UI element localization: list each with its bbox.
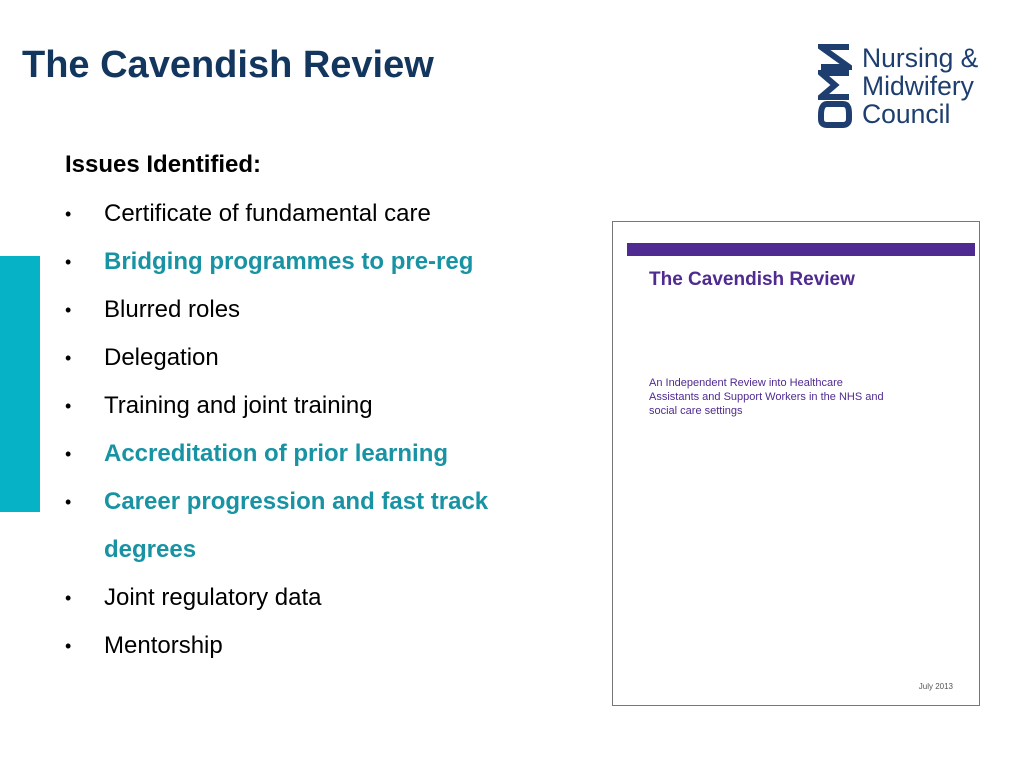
- issue-text: Delegation: [104, 344, 219, 371]
- report-cover-subtitle: An Independent Review into Healthcare Assistants and Support Workers in the NHS and social care settings: [649, 377, 884, 417]
- report-cover-date: July 2013: [918, 682, 953, 691]
- bullet-icon: •: [65, 444, 72, 464]
- bullet-icon: •: [65, 348, 72, 368]
- issue-text: Career progression and fast track degrees: [104, 488, 489, 563]
- nmc-logo: [818, 44, 1008, 134]
- logo-wordmark: [862, 44, 978, 128]
- bullet-icon: •: [65, 300, 72, 320]
- issue-text: Mentorship: [104, 632, 223, 659]
- slide-title: The Cavendish Review: [22, 44, 434, 86]
- issue-text: Joint regulatory data: [104, 584, 322, 611]
- issues-list: [65, 190, 575, 670]
- issue-item: [65, 478, 575, 574]
- logo-line-3: Council: [862, 99, 951, 129]
- issue-text: Accreditation of prior learning: [104, 440, 449, 467]
- bullet-icon: •: [65, 396, 72, 416]
- issue-text: Training and joint training: [104, 392, 373, 419]
- nmc-logo-mark: [818, 44, 852, 128]
- report-cover-image: [612, 221, 980, 706]
- bullet-icon: •: [65, 204, 72, 224]
- bullet-icon: •: [65, 636, 72, 656]
- bullet-icon: •: [65, 492, 72, 512]
- issue-item: [65, 190, 575, 238]
- accent-bar: [0, 256, 40, 512]
- bullet-icon: •: [65, 588, 72, 608]
- issue-item: [65, 334, 575, 382]
- issues-heading: Issues Identified:: [65, 151, 262, 178]
- logo-line-2: Midwifery: [862, 71, 974, 101]
- issue-text: Bridging programmes to pre-reg: [104, 248, 474, 275]
- report-cover-band: [627, 243, 975, 256]
- issue-item: [65, 286, 575, 334]
- issue-item: [65, 622, 575, 670]
- logo-line-1: Nursing &: [862, 43, 979, 73]
- issue-item: [65, 574, 575, 622]
- issue-item: [65, 382, 575, 430]
- issue-item: [65, 238, 575, 286]
- issue-text: Certificate of fundamental care: [104, 200, 431, 227]
- issue-item: [65, 430, 575, 478]
- issue-text: Blurred roles: [104, 296, 241, 323]
- bullet-icon: •: [65, 252, 72, 272]
- report-cover-title: The Cavendish Review: [649, 269, 855, 290]
